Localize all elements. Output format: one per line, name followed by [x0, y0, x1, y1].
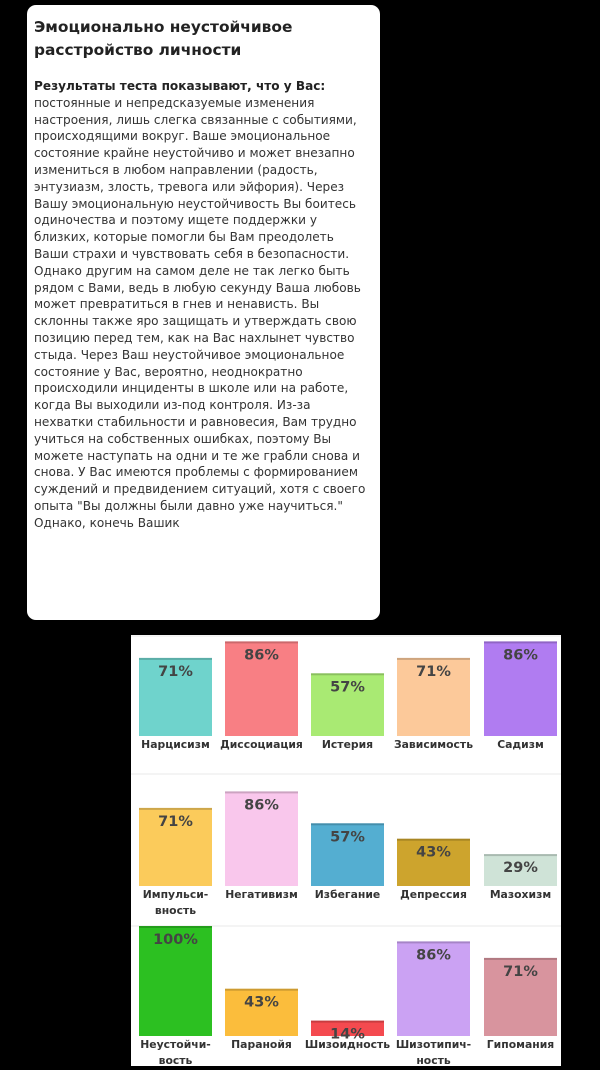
data-label-Шизотипич-ность: 86%: [416, 947, 451, 964]
category-label-Шизотипич-ность: ность: [416, 1054, 451, 1066]
data-label-Неустойчи-вость: 100%: [153, 932, 198, 948]
result-text: постоянные и непредсказуемые изменения настроения, лишь слегка связанные с событиями, происходящими вокруг. Ваше эмоциональное состояние крайне неустойчиво и может внезапно измениться в любом направлении (радость, энтузиазм, злость, тревога или эйфория). Через Вашу эмоциональную неустойчивость Вы боитесь одиночества и поэтому ищете поддержки у близких, которые помогли бы Вам преодолеть Ваши страхи и чувствовать себя в безопасности. Однако другим на самом деле не так легко быть рядом с Вами, ведь в любую секунду Ваша любовь может превратиться в гнев и ненависть. Вы склонны также яро защищать и утверждать свою позицию перед тем, как на Вас нахлынет чувство стыда. Через Ваш неустойчивое эмоциональное состояние у Вас, вероятно, неоднократно происходили инциденты в школе или на работе, когда Вы выходили из-под контроля. Из-за нехватки стабильности и равновесия, Вам трудно учиться на собственных ошибках, поэтому Вы можете наступать на одни и те же грабли снова и снова. У Вас имеются проблемы с формированием суждений и предвидением ситуаций, хотя с своего опыта "Вы должны были давно уже научиться." Однако, конечь Вашик: [34, 95, 366, 530]
bar-cap-Избегание: [311, 823, 384, 825]
category-label-Гипомания: Гипомания: [486, 1038, 555, 1051]
result-lead: Результаты теста показывают, что у Вас:: [34, 79, 326, 93]
bar-cap-Импульси-вность: [139, 808, 212, 810]
category-label-Диссоциация: Диссоциация: [220, 738, 303, 751]
data-label-Нарцисизм: 71%: [158, 663, 193, 680]
bar-cap-Зависимость: [397, 658, 470, 660]
data-label-Гипомания: 71%: [503, 963, 538, 980]
traits-bar-chart: [131, 635, 561, 1066]
category-label-Импульси-вность: Импульси-: [142, 888, 209, 901]
category-label-Мазохизм: Мазохизм: [489, 888, 552, 901]
bar-cap-Истерия: [311, 673, 384, 675]
bar-cap-Гипомания: [484, 958, 557, 960]
category-label-Неустойчи-вость: Неустойчи-: [140, 1038, 211, 1051]
category-label-Депрессия: Депрессия: [400, 888, 467, 901]
data-label-Мазохизм: 29%: [503, 860, 538, 877]
data-label-Избегание: 57%: [330, 829, 365, 846]
bar-cap-Негативизм: [225, 791, 298, 793]
category-label-Нарцисизм: Нарцисизм: [141, 738, 210, 751]
bar-cap-Садизм: [484, 641, 557, 643]
category-label-Неустойчи-вость: вость: [158, 1054, 193, 1066]
data-label-Истерия: 57%: [330, 679, 365, 696]
data-label-Депрессия: 43%: [416, 844, 451, 861]
diagnosis-title: Эмоционально неустойчивое расстройство личности: [34, 18, 293, 59]
data-label-Импульси-вность: 71%: [158, 813, 193, 830]
data-label-Негативизм: 86%: [244, 797, 279, 814]
bar-cap-Мазохизм: [484, 854, 557, 856]
bar-cap-Нарцисизм: [139, 658, 212, 660]
bar-cap-Шизотипич-ность: [397, 941, 470, 943]
result-card: [27, 5, 380, 620]
category-label-Зависимость: Зависимость: [393, 738, 474, 751]
category-label-Импульси-вность: вность: [154, 904, 197, 917]
category-label-Негативизм: Негативизм: [225, 888, 298, 901]
category-label-Шизоидность: Шизоидность: [304, 1038, 391, 1051]
category-label-Паранойя: Паранойя: [231, 1038, 292, 1051]
chart-canvas: [131, 635, 561, 1066]
category-label-Истерия: Истерия: [321, 738, 374, 751]
bar-cap-Диссоциация: [225, 641, 298, 643]
bar-cap-Паранойя: [225, 989, 298, 991]
bar-cap-Неустойчи-вость: [139, 926, 212, 928]
data-label-Паранойя: 43%: [244, 994, 279, 1011]
result-description: [34, 78, 370, 532]
category-label-Шизотипич-ность: Шизотипич-: [395, 1038, 472, 1051]
bar-cap-Шизоидность: [311, 1021, 384, 1023]
data-label-Шизоидность: 14%: [330, 1026, 365, 1043]
data-label-Диссоциация: 86%: [244, 647, 279, 664]
category-label-Садизм: Садизм: [497, 738, 544, 751]
category-label-Избегание: Избегание: [314, 888, 381, 901]
data-label-Садизм: 86%: [503, 647, 538, 664]
data-label-Зависимость: 71%: [416, 663, 451, 680]
bar-cap-Депрессия: [397, 839, 470, 841]
